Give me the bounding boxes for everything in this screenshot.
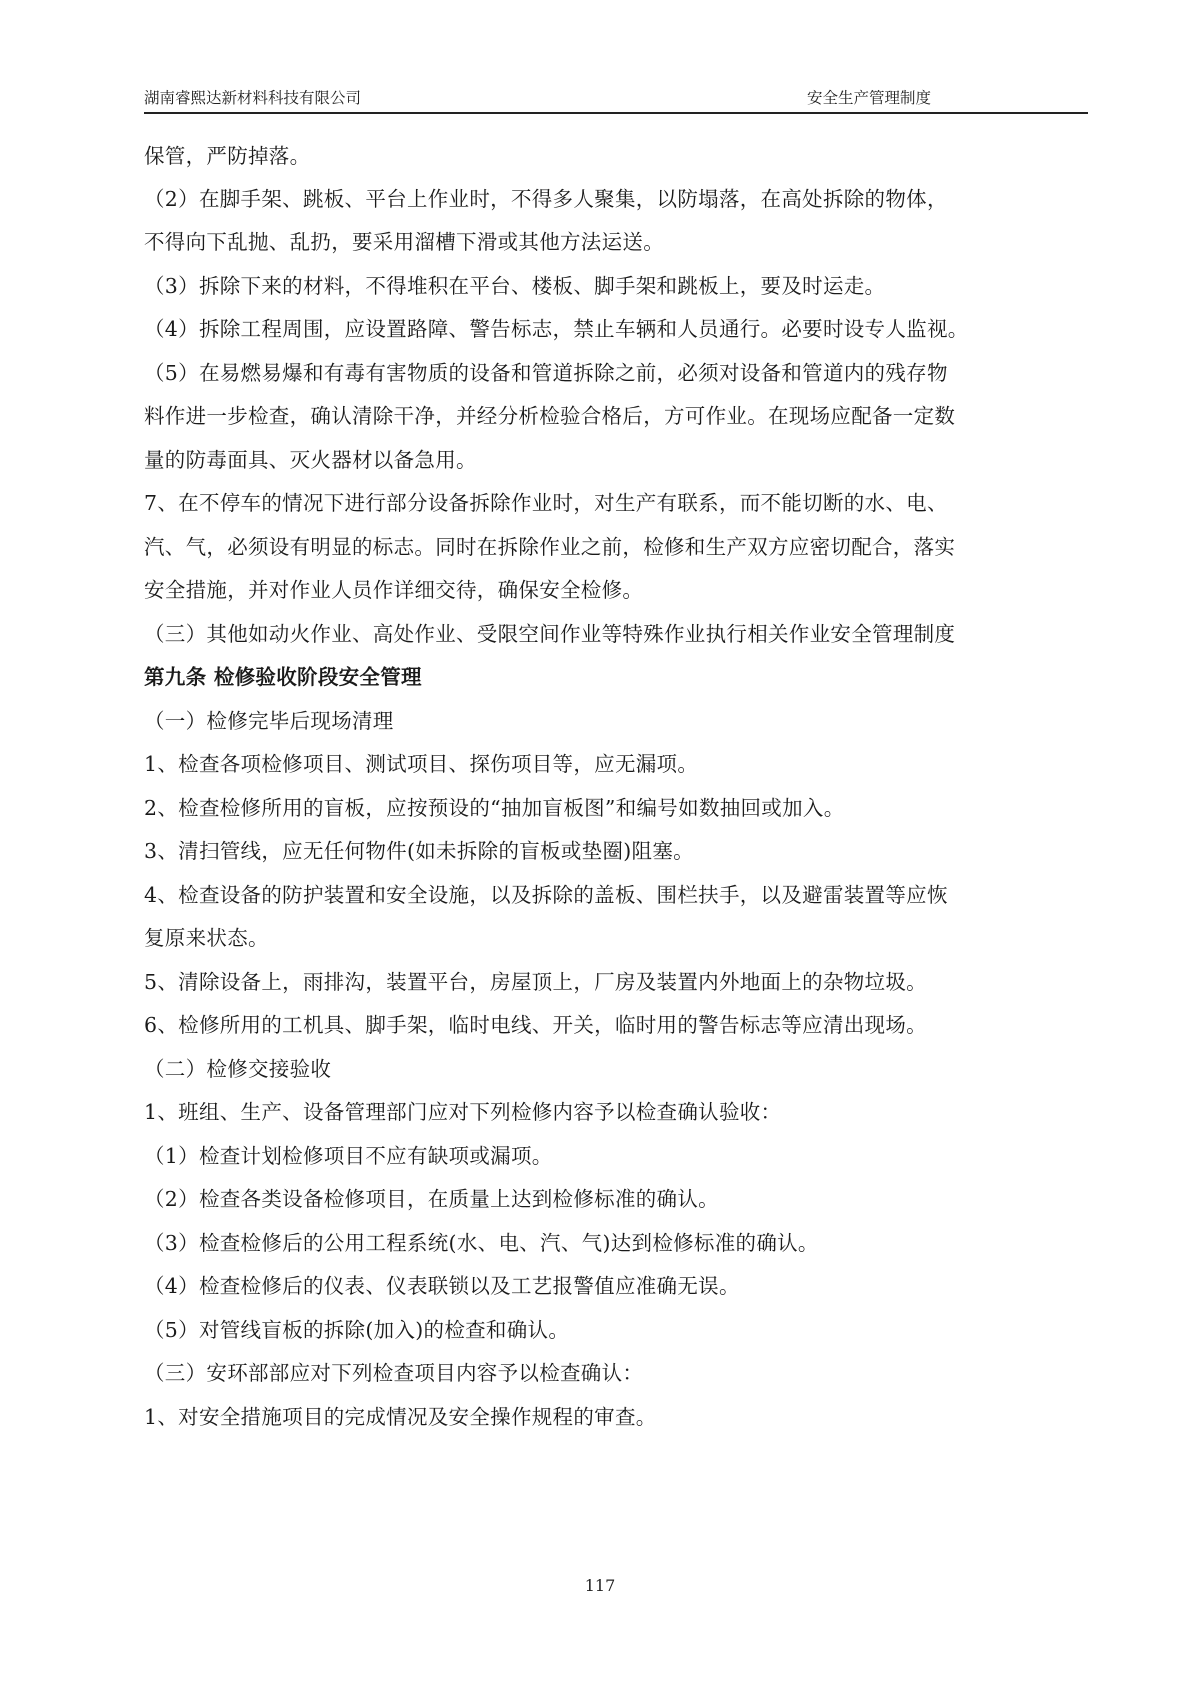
text-line: （1）检查计划检修项目不应有缺项或漏项。	[144, 1144, 553, 1168]
header-company-name: 湖南睿熙达新材料科技有限公司	[144, 89, 362, 107]
header-divider	[144, 112, 1088, 114]
text-line: 复原来状态。	[144, 926, 269, 950]
text-line: 6、检修所用的工机具、脚手架，临时电线、开关，临时用的警告标志等应清出现场。	[144, 1013, 927, 1037]
text-line: 量的防毒面具、灭火器材以备急用。	[144, 448, 477, 472]
text-line: 保管，严防掉落。	[144, 144, 311, 168]
text-line: 2、检查检修所用的盲板，应按预设的“抽加盲板图”和编号如数抽回或加入。	[144, 796, 845, 820]
text-line: 1、检查各项检修项目、测试项目、探伤项目等，应无漏项。	[144, 752, 699, 776]
text-line: 不得向下乱抛、乱扔，要采用溜槽下滑或其他方法运送。	[144, 230, 664, 254]
text-line: 1、对安全措施项目的完成情况及安全操作规程的审查。	[144, 1405, 657, 1429]
text-line: 3、清扫管线，应无任何物件(如未拆除的盲板或垫圈)阻塞。	[144, 839, 694, 863]
text-line: （三）其他如动火作业、高处作业、受限空间作业等特殊作业执行相关作业安全管理制度	[144, 622, 956, 646]
text-line: （4）拆除工程周围，应设置路障、警告标志，禁止车辆和人员通行。必要时设专人监视。	[144, 317, 969, 341]
text-line: （三）安环部部应对下列检查项目内容予以检查确认：	[144, 1361, 644, 1385]
text-line: 1、班组、生产、设备管理部门应对下列检修内容予以检查确认验收：	[144, 1100, 782, 1124]
text-line: （2）检查各类设备检修项目，在质量上达到检修标准的确认。	[144, 1187, 719, 1211]
page-header	[144, 84, 1088, 112]
text-line: （5）在易燃易爆和有毒有害物质的设备和管道拆除之前，必须对设备和管道内的残存物	[144, 361, 948, 385]
text-line: 5、清除设备上，雨排沟，装置平台，房屋顶上，厂房及装置内外地面上的杂物垃圾。	[144, 970, 927, 994]
page-number: 117	[584, 1576, 616, 1595]
text-line: （3）拆除下来的材料，不得堆积在平台、楼板、脚手架和跳板上，要及时运走。	[144, 274, 886, 298]
article-heading: 第九条 检修验收阶段安全管理	[144, 665, 422, 689]
text-line: （二）检修交接验收	[144, 1057, 332, 1081]
text-line: （5）对管线盲板的拆除(加入)的检查和确认。	[144, 1318, 570, 1342]
text-line: （3）检查检修后的公用工程系统(水、电、汽、气)达到检修标准的确认。	[144, 1231, 819, 1255]
text-line: 4、检查设备的防护装置和安全设施，以及拆除的盖板、围栏扶手，以及避雷装置等应恢	[144, 883, 948, 907]
text-line: （2）在脚手架、跳板、平台上作业时，不得多人聚集，以防塌落，在高处拆除的物体，	[144, 187, 948, 211]
text-line: 7、在不停车的情况下进行部分设备拆除作业时，对生产有联系，而不能切断的水、电、	[144, 491, 948, 515]
text-line: （一）检修完毕后现场清理	[144, 709, 394, 733]
header-document-title: 安全生产管理制度	[807, 89, 932, 107]
text-line: 安全措施，并对作业人员作详细交待，确保安全检修。	[144, 578, 644, 602]
text-line: （4）检查检修后的仪表、仪表联锁以及工艺报警值应准确无误。	[144, 1274, 740, 1298]
text-line: 汽、气，必须设有明显的标志。同时在拆除作业之前，检修和生产双方应密切配合，落实	[144, 535, 956, 559]
text-line: 料作进一步检查，确认清除干净，并经分析检验合格后，方可作业。在现场应配备一定数	[144, 404, 956, 428]
